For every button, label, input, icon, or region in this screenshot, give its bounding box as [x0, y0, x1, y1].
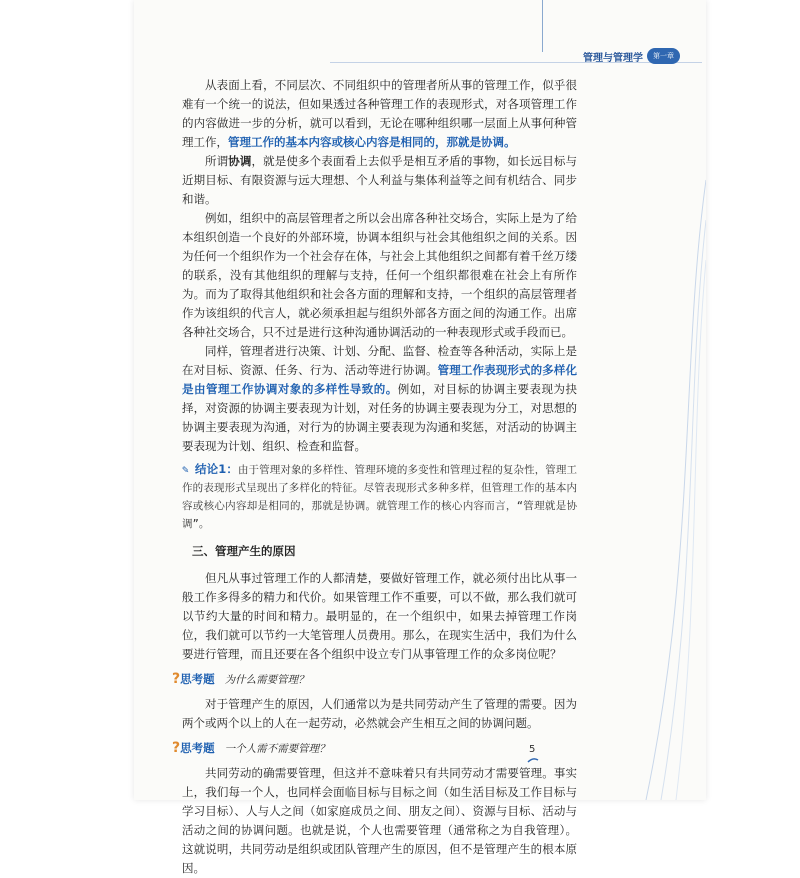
think-question-1 — [172, 670, 577, 689]
chapter-badge: 第一章 — [647, 48, 680, 64]
think-text-1: 为什么需要管理？ — [224, 674, 309, 686]
conclusion-text: 由于管理对象的多样性、管理环境的多变性和管理过程的复杂性，管理工作的表现形式呈现出了多样化的特征。尽管表现形式多种多样，但管理工作的基本内容或核心内容却是相同的，那就是协调。就管理工作的核心内容而言，“管理就是协调”。 — [182, 464, 577, 530]
paragraph-2-text-a: 所谓 — [205, 154, 229, 168]
paragraph-3: 例如，组织中的高层管理者之所以会出席各种社交场合，实际上是为了给本组织创造一个良好的外部环境，协调本组织与社会其他组织之间的关系。因为任何一个组织作为一个社会存在体，与社会上其他组织之间都有着千丝万缕的联系，没有其他组织的理解与支持，任何一个组织都很难在社会上有所作为。而为了取得其他组织和社会各方面的理解和支持，一个组织的高层管理者作为该组织的代言人，就必须承担起与组织外部各方面之间的沟通工作。出席各种社交场合，只不过是进行这种沟通协调活动的一种表现形式或手段而已。 — [182, 211, 577, 339]
conclusion-label: 结论1： — [195, 462, 238, 476]
paragraph-4-text-a: 同样，管理者进行决策、计划、分配、监督、检查等各种活动，实际上是在对目标、资源、任务、行为、活动等进行协调。 — [182, 344, 577, 377]
paragraph-2 — [182, 152, 577, 209]
page-number: 5 — [529, 744, 536, 755]
paragraph-4 — [182, 342, 577, 456]
think-text-2: 一个人需不需要管理？ — [224, 743, 330, 755]
header-vertical-rule — [542, 0, 543, 52]
think-label-2: 思考题 — [180, 741, 215, 755]
question-mark-icon: ? — [172, 671, 181, 687]
think-label-1: 思考题 — [180, 672, 215, 686]
header-title: 管理与管理学 — [583, 52, 643, 64]
book-page — [134, 0, 706, 875]
page-number-swoosh-icon — [527, 757, 539, 763]
paragraph-5: 但凡从事过管理工作的人都清楚，要做好管理工作，就必须付出比从事一般工作多得多的精力和代价。如果管理工作不重要，可以不做，那么我们就可以节约大量的时间和精力。最明显的，在一个组织中，如果去掉管理工作岗位，我们就可以节约一大笔管理人员费用。那么，在现实生活中，我们为什么要进行管理，而且还要在各个组织中设立专门从事管理工作的众多岗位呢？ — [182, 571, 577, 661]
section-title: 三、管理产生的原因 — [192, 544, 296, 558]
paragraph-1-text: 从表面上看，不同层次、不同组织中的管理者所从事的管理工作，似乎很难有一个统一的说法，但如果透过各种管理工作的表现形式，对各项管理工作的内容做进一步的分析，就可以看到，无论在哪种组织哪一层面上从事何种管理工作， — [182, 78, 577, 149]
paragraph-2-bold: 协调 — [228, 154, 252, 168]
question-mark-icon: ? — [172, 740, 181, 756]
pen-icon: ✎ — [182, 463, 189, 476]
paragraph-4-highlight: 管理工作表现形式的多样化是由管理工作协调对象的多样性导致的。 — [182, 363, 578, 396]
paragraph-1 — [182, 76, 577, 152]
page-content — [172, 76, 578, 878]
paragraph-2-text-b: ，就是使多个表面看上去似乎是相互矛盾的事物，如长远目标与近期目标、有限资源与远大理想、个人利益与集体利益等之间有机结合、同步和谐。 — [182, 154, 578, 206]
paragraph-4-text-b: 例如，对目标的协调主要表现为抉择，对资源的协调主要表现为计划，对任务的协调主要表现为分工，对思想的协调主要表现为沟通，对行为的协调主要表现为沟通和奖惩，对活动的协调主要表现为计划、组织、检查和监督。 — [182, 382, 577, 453]
think-question-2 — [172, 739, 577, 758]
paragraph-6: 对于管理产生的原因，人们通常以为是共同劳动产生了管理的需要。因为两个或两个以上的人在一起劳动，必然就会产生相互之间的协调问题。 — [182, 697, 577, 730]
paragraph-1-highlight: 管理工作的基本内容或核心内容是相同的，那就是协调。 — [228, 135, 516, 149]
decorative-lines-graphic — [586, 60, 706, 800]
paragraph-7: 共同劳动的确需要管理，但这并不意味着只有共同劳动才需要管理。事实上，我们每一个人，也同样会面临目标与目标之间（如生活目标及工作目标与学习目标）、人与人之间（如家庭成员之间、朋友之间）、资源与目标、活动与活动之间的协调问题。也就是说，个人也需要管理（通常称之为自我管理）。这就说明，共同劳动是组织或团队管理产生的原因，但不是管理产生的根本原因。 — [182, 766, 577, 875]
conclusion-box — [182, 460, 577, 533]
